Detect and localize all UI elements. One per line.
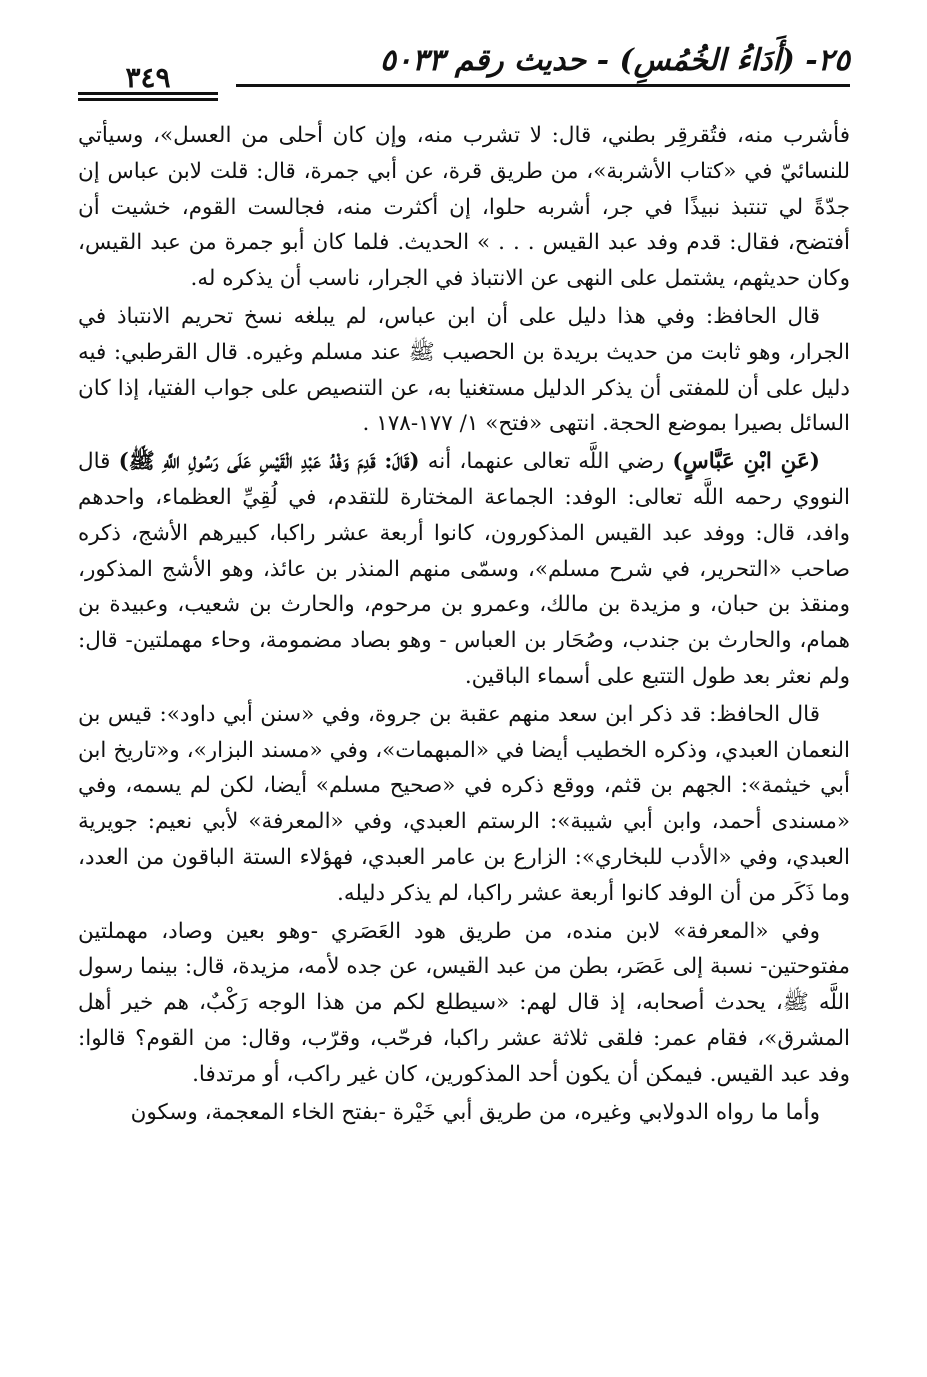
hadith-text: (قَالَ: قَدِمَ وَفْدُ عَبْدِ الْقَيْسِ عَلَى رَسُولِ اللَّهِ ﷺ) (118, 449, 420, 475)
paragraph-6: وأما ما رواه الدولابي وغيره، من طريق أبي خَيْرة -بفتح الخاء المعجمة، وسكون (130, 1099, 820, 1125)
header-rule (236, 84, 850, 87)
paragraph-5: وفي «المعرفة» لابن منده، من طريق هود العَصَري -وهو بعين وصاد، مهملتين مفتوحتين- نسبة إلى عَصَر، بطن من عبد القيس، عن جده لأمه، مزيدة، قال: بينما رسول اللَّه ﷺ، يحدث أصحابه، إذ قال لهم: «سيطلع لكم من هذا الوجه رَكْبٌ، هم خير أهل المشرق»، فقام عمر: فلقى ثلاثة عشر راكبا، فرحّب، وقرّب، وقال: من القوم؟ قالوا: وفد عبد القيس. فيمكن أن يكون أحد المذكورين، كان غير راكب، أو مرتدفا. (78, 918, 850, 1087)
page-number: ٣٤٩ (125, 61, 171, 94)
paragraph-3 (78, 444, 850, 695)
paragraph-3-mid: رضي اللَّه تعالى عنهما، أنه (419, 449, 673, 475)
paragraph-3-tail: قال النووي رحمه اللَّه تعالى: الوفد: الجماعة المختارة للتقدم، في لُقِيِّ العظماء، واحدهم وافد، قال: ووفد عبد القيس المذكورون، كانوا أربعة عشر راكبا، كبيرهم الأشج، ذكره صاحب «التحرير، في شرح مسلم»، وسمّى منهم المنذر بن عائذ، وهو الأشج المذكور، ومنقذ بن حبان، و مزيدة بن مالك، وعمرو بن مرحوم، والحارث بن شعيب، وعبيدة بن همام، والحارث بن جندب، وصُحَار بن العباس - وهو بصاد مضمومة، وحاء مهملتين- قال: ولم نعثر بعد طول التتبع على أسماء الباقين. (78, 449, 850, 689)
page-number-rule-top (78, 92, 218, 95)
page-header (78, 40, 850, 100)
paragraph-2: قال الحافظ: وفي هذا دليل على أن ابن عباس، لم يبلغه نسخ تحريم الانتباذ في الجرار، وهو ثابت من حديث بريدة بن الحصيب ﷺ عند مسلم وغيره. قال القرطبي: فيه دليل على أن للمفتى أن يذكر الدليل مستغنيا به، عن التنصيص على جواب الفتيا، إذا كان السائل بصيرا بموضع الحجة. انتهى «فتح» ١/ ١٧٧-١٧٨ . (78, 303, 850, 437)
paragraph-1: فأشرب منه، فتُقرقِر بطني، قال: لا تشرب منه، وإن كان أحلى من العسل»، وسيأتي للنسائيّ في «كتاب الأشربة»، من طريق قرة، عن أبي جمرة، قال: قلت لابن عباس إن جدّةً لي تنتبذ نبيذًا في جر، أشربه حلوا، إن أكثرت منه، فجالست القوم، خشيت أن أفتضح، فقال: قدم وفد عبد القيس . . . » الحديث. فلما كان أبو جمرة من عبد القيس، وكان حديثهم، يشتمل على النهى عن الانتباذ في الجرار، ناسب أن يذكره له. (78, 123, 850, 292)
body-text (78, 118, 850, 1130)
running-title: ٢٥- (أَدَاءُ الخُمُسِ) - حديث رقم ٥٠٣٣ (379, 43, 850, 78)
page-number-rule-bottom (78, 98, 218, 101)
paragraph-4: قال الحافظ: قد ذكر ابن سعد منهم عقبة بن جروة، وفي «سنن أبي داود»: قيس بن النعمان العبدي، وذكره الخطيب أيضا في «المبهمات»، وفي «مسند البزار»، و«تاريخ ابن أبي خيثمة»: الجهم بن قثم، ووقع ذكره في «صحيح مسلم» أيضا، لكن لم يسمه، وفي «مسندى أحمد، وابن أبي شيبة»: الرستم العبدي، وفي «المعرفة» لأبي نعيم: جويرية العبدي، وفي «الأدب للبخاري»: الزارع بن عامر العبدي، فهؤلاء الستة الباقون من العدد، وما ذَكَر من أن الوفد كانوا أربعة عشر راكبا، لم يذكر دليله. (78, 701, 850, 906)
hadith-narrator: (عَنِ ابْنِ عَبَّاسٍ) (672, 449, 820, 475)
